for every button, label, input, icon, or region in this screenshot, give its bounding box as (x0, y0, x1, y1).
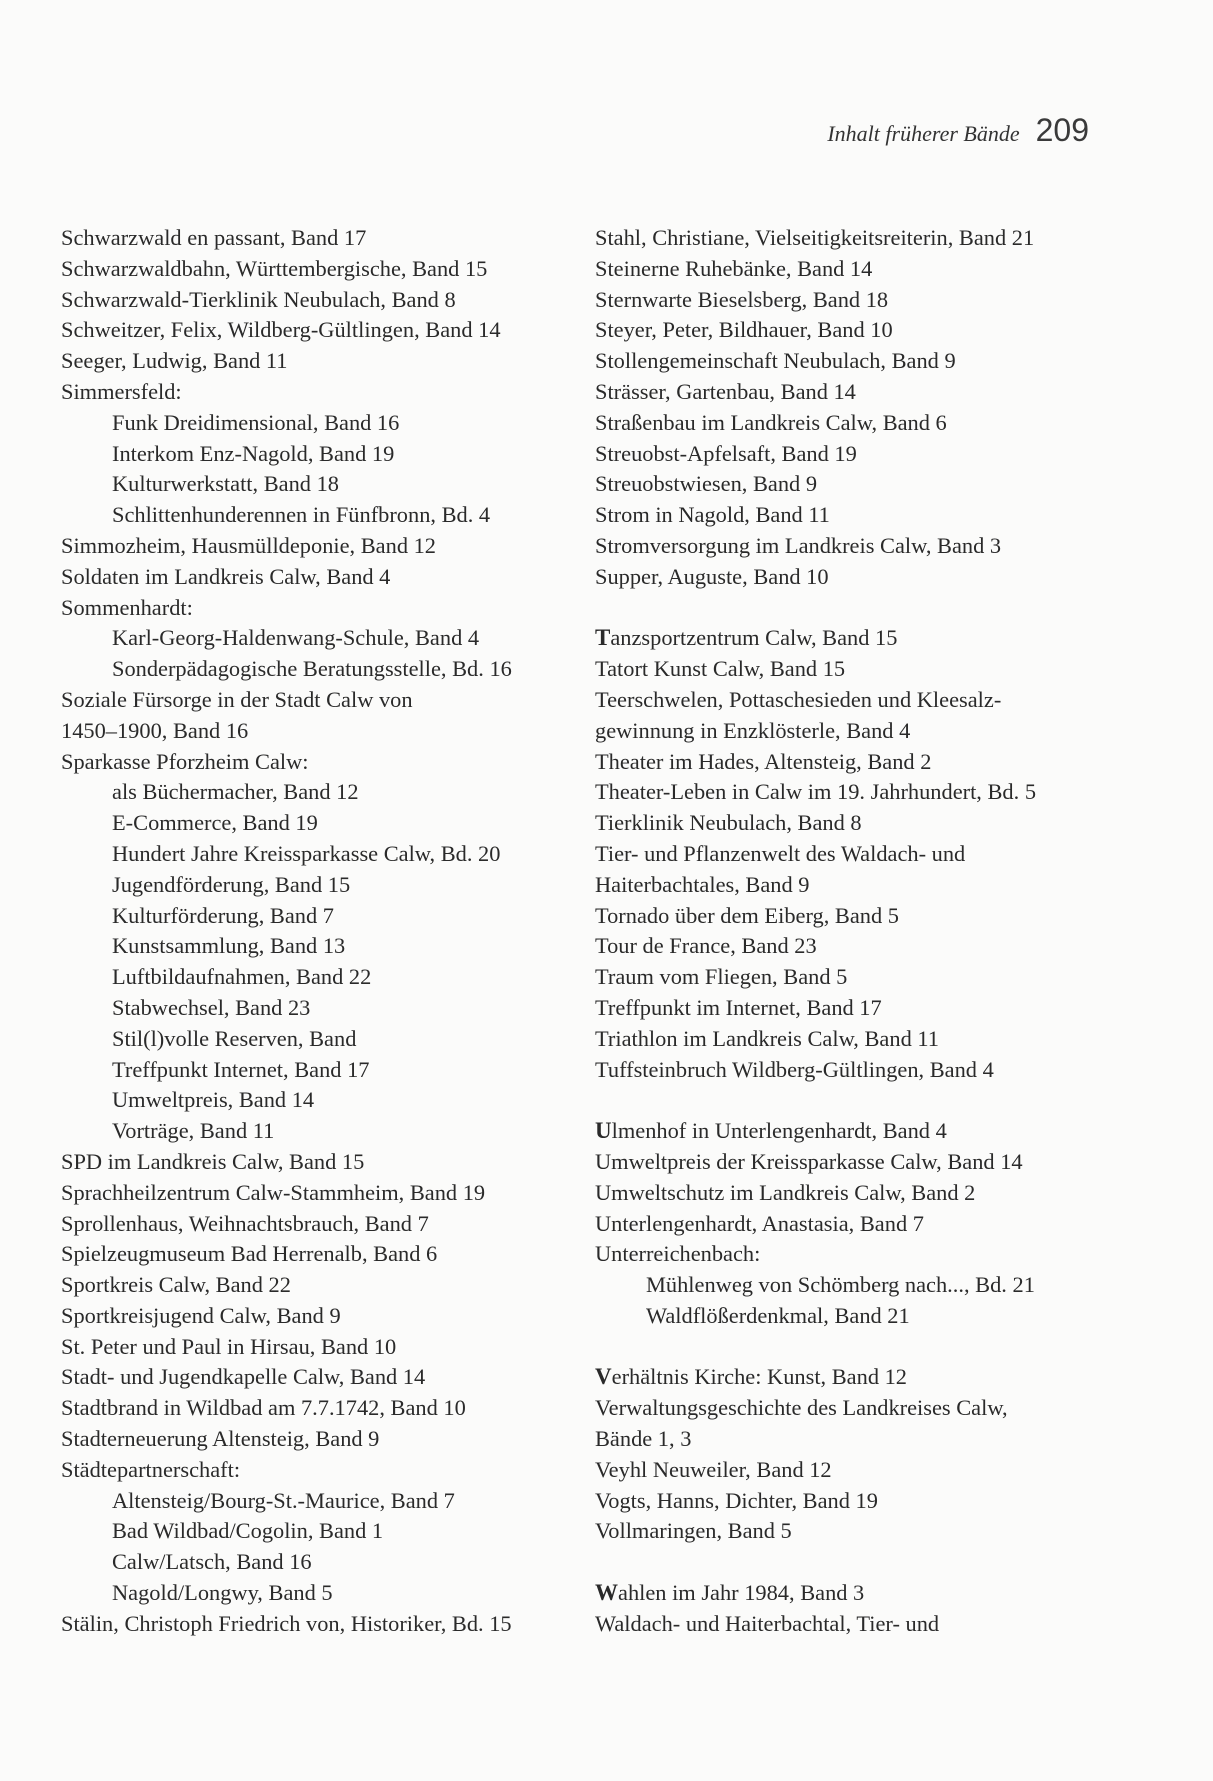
index-subentry: Karl-Georg-Haldenwang-Schule, Band 4 (112, 625, 480, 651)
index-entry: Ulmenhof in Unterlengenhardt, Band 4 (595, 1118, 947, 1144)
index-entry: St. Peter und Paul in Hirsau, Band 10 (61, 1333, 397, 1359)
index-entry: gewinnung in Enzklösterle, Band 4 (595, 717, 911, 743)
index-subentry: Interkom Enz-Nagold, Band 19 (112, 440, 395, 466)
index-subentry: Luftbildaufnahmen, Band 22 (112, 964, 372, 990)
index-entry: Soziale Fürsorge in der Stadt Calw von (61, 686, 413, 712)
index-entry: Verwaltungsgeschichte des Landkreises Calw, (595, 1395, 1008, 1421)
index-entry: Traum vom Fliegen, Band 5 (595, 964, 848, 990)
index-entry: Stahl, Christiane, Vielseitigkeitsreiterin, Band 21 (595, 225, 1035, 250)
index-entry: Sommenhardt: (61, 594, 193, 620)
index-subentry: als Büchermacher, Band 12 (112, 779, 359, 805)
index-subentry: E-Commerce, Band 19 (112, 810, 318, 836)
index-entry: Seeger, Ludwig, Band 11 (61, 348, 288, 374)
page-number: 209 (1035, 112, 1089, 148)
index-subentry: Kunstsammlung, Band 13 (112, 933, 346, 959)
index-entry: Strässer, Gartenbau, Band 14 (595, 378, 856, 404)
index-entry: Steyer, Peter, Bildhauer, Band 10 (595, 317, 893, 343)
index-entry: Stadterneuerung Altensteig, Band 9 (61, 1426, 380, 1452)
index-entry: Verhältnis Kirche: Kunst, Band 12 (595, 1364, 907, 1390)
index-entry: Tanzsportzentrum Calw, Band 15 (595, 625, 898, 651)
index-entry: Schweitzer, Felix, Wildberg-Gültlingen, Band 14 (61, 317, 501, 343)
index-entry: Simmozheim, Hausmülldeponie, Band 12 (61, 532, 436, 558)
index-entry: Sprollenhaus, Weihnachtsbrauch, Band 7 (61, 1210, 429, 1236)
index-entry: Unterlengenhardt, Anastasia, Band 7 (595, 1210, 924, 1236)
index-entry: Steinerne Ruhebänke, Band 14 (595, 255, 873, 281)
section-initial: U (595, 1118, 612, 1144)
section-gap (595, 1547, 1115, 1578)
index-entry: Streuobstwiesen, Band 9 (595, 471, 818, 497)
index-entry: Treffpunkt im Internet, Band 17 (595, 994, 882, 1020)
index-subentry: Altensteig/Bourg-St.-Maurice, Band 7 (112, 1487, 455, 1513)
index-subentry: Funk Dreidimensional, Band 16 (112, 409, 400, 435)
index-entry: Sprachheilzentrum Calw-Stammheim, Band 19 (61, 1179, 486, 1205)
section-initial: T (595, 625, 611, 651)
index-subentry: Stabwechsel, Band 23 (112, 994, 311, 1020)
index-entry: Wahlen im Jahr 1984, Band 3 (595, 1580, 865, 1606)
index-entry: Tornado über dem Eiberg, Band 5 (595, 902, 899, 928)
index-subentry: Mühlenweg von Schömberg nach..., Bd. 21 (646, 1272, 1035, 1298)
index-entry: Sportkreis Calw, Band 22 (61, 1272, 291, 1298)
index-entry: Schwarzwald-Tierklinik Neubulach, Band 8 (61, 286, 456, 312)
index-entry: Stadt- und Jugendkapelle Calw, Band 14 (61, 1364, 426, 1390)
index-entry: Haiterbachtales, Band 9 (595, 871, 810, 897)
index-column-left (61, 223, 561, 1640)
section-gap (595, 1332, 1115, 1363)
index-entry: Stadtbrand in Wildbad am 7.7.1742, Band 10 (61, 1395, 466, 1421)
index-entry: 1450–1900, Band 16 (61, 717, 249, 743)
index-subentry: Kulturförderung, Band 7 (112, 902, 334, 928)
index-entry: Vollmaringen, Band 5 (595, 1518, 792, 1544)
index-entry: Unterreichenbach: (595, 1241, 761, 1267)
index-subentry: Calw/Latsch, Band 16 (112, 1549, 312, 1575)
index-entry: Stollengemeinschaft Neubulach, Band 9 (595, 348, 956, 374)
index-entry: Sportkreisjugend Calw, Band 9 (61, 1302, 341, 1328)
index-subentry: Stil(l)volle Reserven, Band (112, 1025, 357, 1051)
index-entry: Umweltschutz im Landkreis Calw, Band 2 (595, 1179, 976, 1205)
index-entry: Triathlon im Landkreis Calw, Band 11 (595, 1025, 939, 1051)
running-header (827, 112, 1089, 149)
index-entry: Spielzeugmuseum Bad Herrenalb, Band 6 (61, 1241, 438, 1267)
index-subentry: Vorträge, Band 11 (112, 1118, 275, 1144)
index-entry: Streuobst-Apfelsaft, Band 19 (595, 440, 857, 466)
index-entry: Supper, Auguste, Band 10 (595, 563, 829, 589)
index-entry: Straßenbau im Landkreis Calw, Band 6 (595, 409, 947, 435)
index-entry: Sternwarte Bieselsberg, Band 18 (595, 286, 889, 312)
index-subentry: Treffpunkt Internet, Band 17 (112, 1056, 370, 1082)
index-subentry: Nagold/Longwy, Band 5 (112, 1580, 333, 1606)
index-entry: Bände 1, 3 (595, 1426, 692, 1452)
index-entry: Theater-Leben in Calw im 19. Jahrhundert, Bd. 5 (595, 779, 1037, 805)
index-subentry: Jugendförderung, Band 15 (112, 871, 351, 897)
index-subentry: Hundert Jahre Kreissparkasse Calw, Bd. 20 (112, 840, 501, 866)
index-entry: Stälin, Christoph Friedrich von, Historiker, Bd. 15 (61, 1610, 512, 1636)
section-gap (595, 1085, 1115, 1116)
index-entry: Tuffsteinbruch Wildberg-Gültlingen, Band 4 (595, 1056, 994, 1082)
index-subentry: Sonderpädagogische Beratungsstelle, Bd. 16 (112, 656, 512, 682)
running-header-title: Inhalt früherer Bände (827, 121, 1020, 146)
index-entry: Theater im Hades, Altensteig, Band 2 (595, 748, 932, 774)
index-entry: Vogts, Hanns, Dichter, Band 19 (595, 1487, 878, 1513)
index-entry: Soldaten im Landkreis Calw, Band 4 (61, 563, 391, 589)
index-entry: Schwarzwaldbahn, Württembergische, Band 15 (61, 255, 488, 281)
index-entry: Sparkasse Pforzheim Calw: (61, 748, 309, 774)
index-subentry: Waldflößerdenkmal, Band 21 (646, 1302, 910, 1328)
index-entry: Schwarzwald en passant, Band 17 (61, 225, 367, 250)
section-initial: W (595, 1580, 618, 1606)
index-subentry: Schlittenhunderennen in Fünfbronn, Bd. 4 (112, 502, 491, 528)
index-entry: Teerschwelen, Pottaschesieden und Kleesalz- (595, 686, 1002, 712)
index-column-right (595, 223, 1115, 1640)
index-entry: Waldach- und Haiterbachtal, Tier- und (595, 1610, 940, 1636)
index-entry: SPD im Landkreis Calw, Band 15 (61, 1148, 365, 1174)
index-entry: Tierklinik Neubulach, Band 8 (595, 810, 862, 836)
index-entry: Tour de France, Band 23 (595, 933, 817, 959)
index-entry: Städtepartnerschaft: (61, 1456, 241, 1482)
index-entry: Tier- und Pflanzenwelt des Waldach- und (595, 840, 966, 866)
index-subentry: Bad Wildbad/Cogolin, Band 1 (112, 1518, 384, 1544)
index-subentry: Umweltpreis, Band 14 (112, 1087, 315, 1113)
index-subentry: Kulturwerkstatt, Band 18 (112, 471, 339, 497)
index-entry: Strom in Nagold, Band 11 (595, 502, 830, 528)
index-entry: Veyhl Neuweiler, Band 12 (595, 1456, 832, 1482)
index-entry: Umweltpreis der Kreissparkasse Calw, Band 14 (595, 1148, 1023, 1174)
index-entry: Stromversorgung im Landkreis Calw, Band 3 (595, 532, 1002, 558)
index-entry: Simmersfeld: (61, 378, 182, 404)
section-gap (595, 593, 1115, 624)
section-initial: V (595, 1364, 612, 1390)
index-entry: Tatort Kunst Calw, Band 15 (595, 656, 846, 682)
